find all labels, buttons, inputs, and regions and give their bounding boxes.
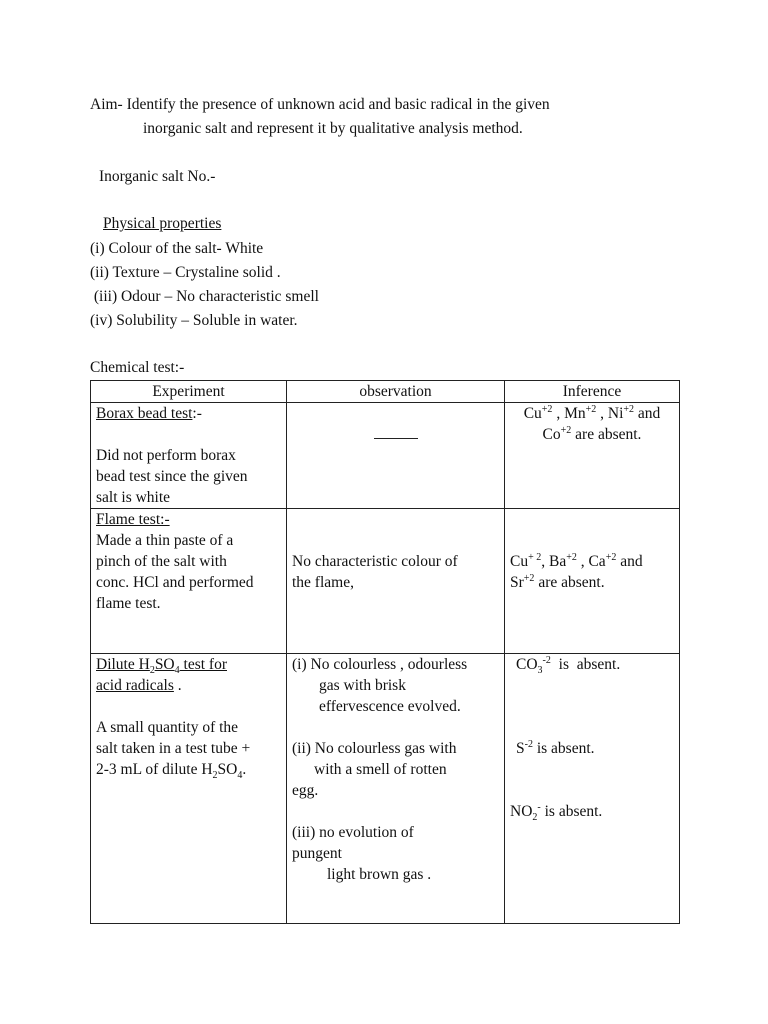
borax-title: Borax bead test [96,405,193,422]
header-experiment: Experiment [91,381,287,403]
header-inference: Inference [505,381,680,403]
chemical-test-table [90,380,680,924]
blank-dash [374,424,418,439]
aim-line-1: Aim- Identify the presence of unknown acid and basic radical in the given [90,96,550,113]
acid-experiment: Dilute $H_2SO_4$ test for acid radicals . A small quantity of the salt taken in a test tube + 2-3 mL of dilute $H_2SO_4$. [91,654,287,924]
property-odour: (iii) Odour – No characteristic smell [90,288,319,305]
acid-inference: $CO_3^{-2}$ is absent. $S^{-2}$ is absent. $NO_2^-$ is absent. [505,654,680,924]
flame-title: Flame test:- [96,511,170,528]
table-row-acid-radicals [91,654,680,924]
acid-observation: (i) No colourless , odourless gas with brisk effervescence evolved. (ii) No colourless gas with with a smell of rotten egg. (iii) no evolution of pungent light brown gas . [287,654,505,924]
borax-experiment: Borax bead test:- Did not perform borax bead test since the given salt is white [91,403,287,509]
chemical-test-heading: Chemical test:- [90,359,185,376]
table-row-flame [91,509,680,654]
physical-properties-heading: Physical properties [103,215,222,232]
acid-title: Dilute $H_2SO_4$ test for [96,656,227,677]
salt-number-label: Inorganic salt No.- [99,168,216,185]
flame-inference: $Cu^{+ 2}$, $Ba^{+2}$ , $Ca^{+2}$ and $Sr^{+2}$ are absent. [505,509,680,654]
property-colour: (i) Colour of the salt- White [90,240,264,257]
property-solubility: (iv) Solubility – Soluble in water. [90,312,298,329]
flame-experiment: Flame test:- Made a thin paste of a pinch of the salt with conc. HCl and performed flame test. [91,509,287,654]
borax-inference: $Cu^{+2}$ , $Mn^{+2}$ , $Ni^{+2}$ and $Co^{+2}$ are absent. [505,403,680,509]
aim-line-2: inorganic salt and represent it by qualitative analysis method. [143,120,523,137]
table-row-borax [91,403,680,509]
table-header-row [91,381,680,403]
flame-observation: No characteristic colour of the flame, [287,509,505,654]
property-texture: (ii) Texture – Crystaline solid . [90,264,281,281]
borax-observation [287,403,505,509]
header-observation: observation [287,381,505,403]
